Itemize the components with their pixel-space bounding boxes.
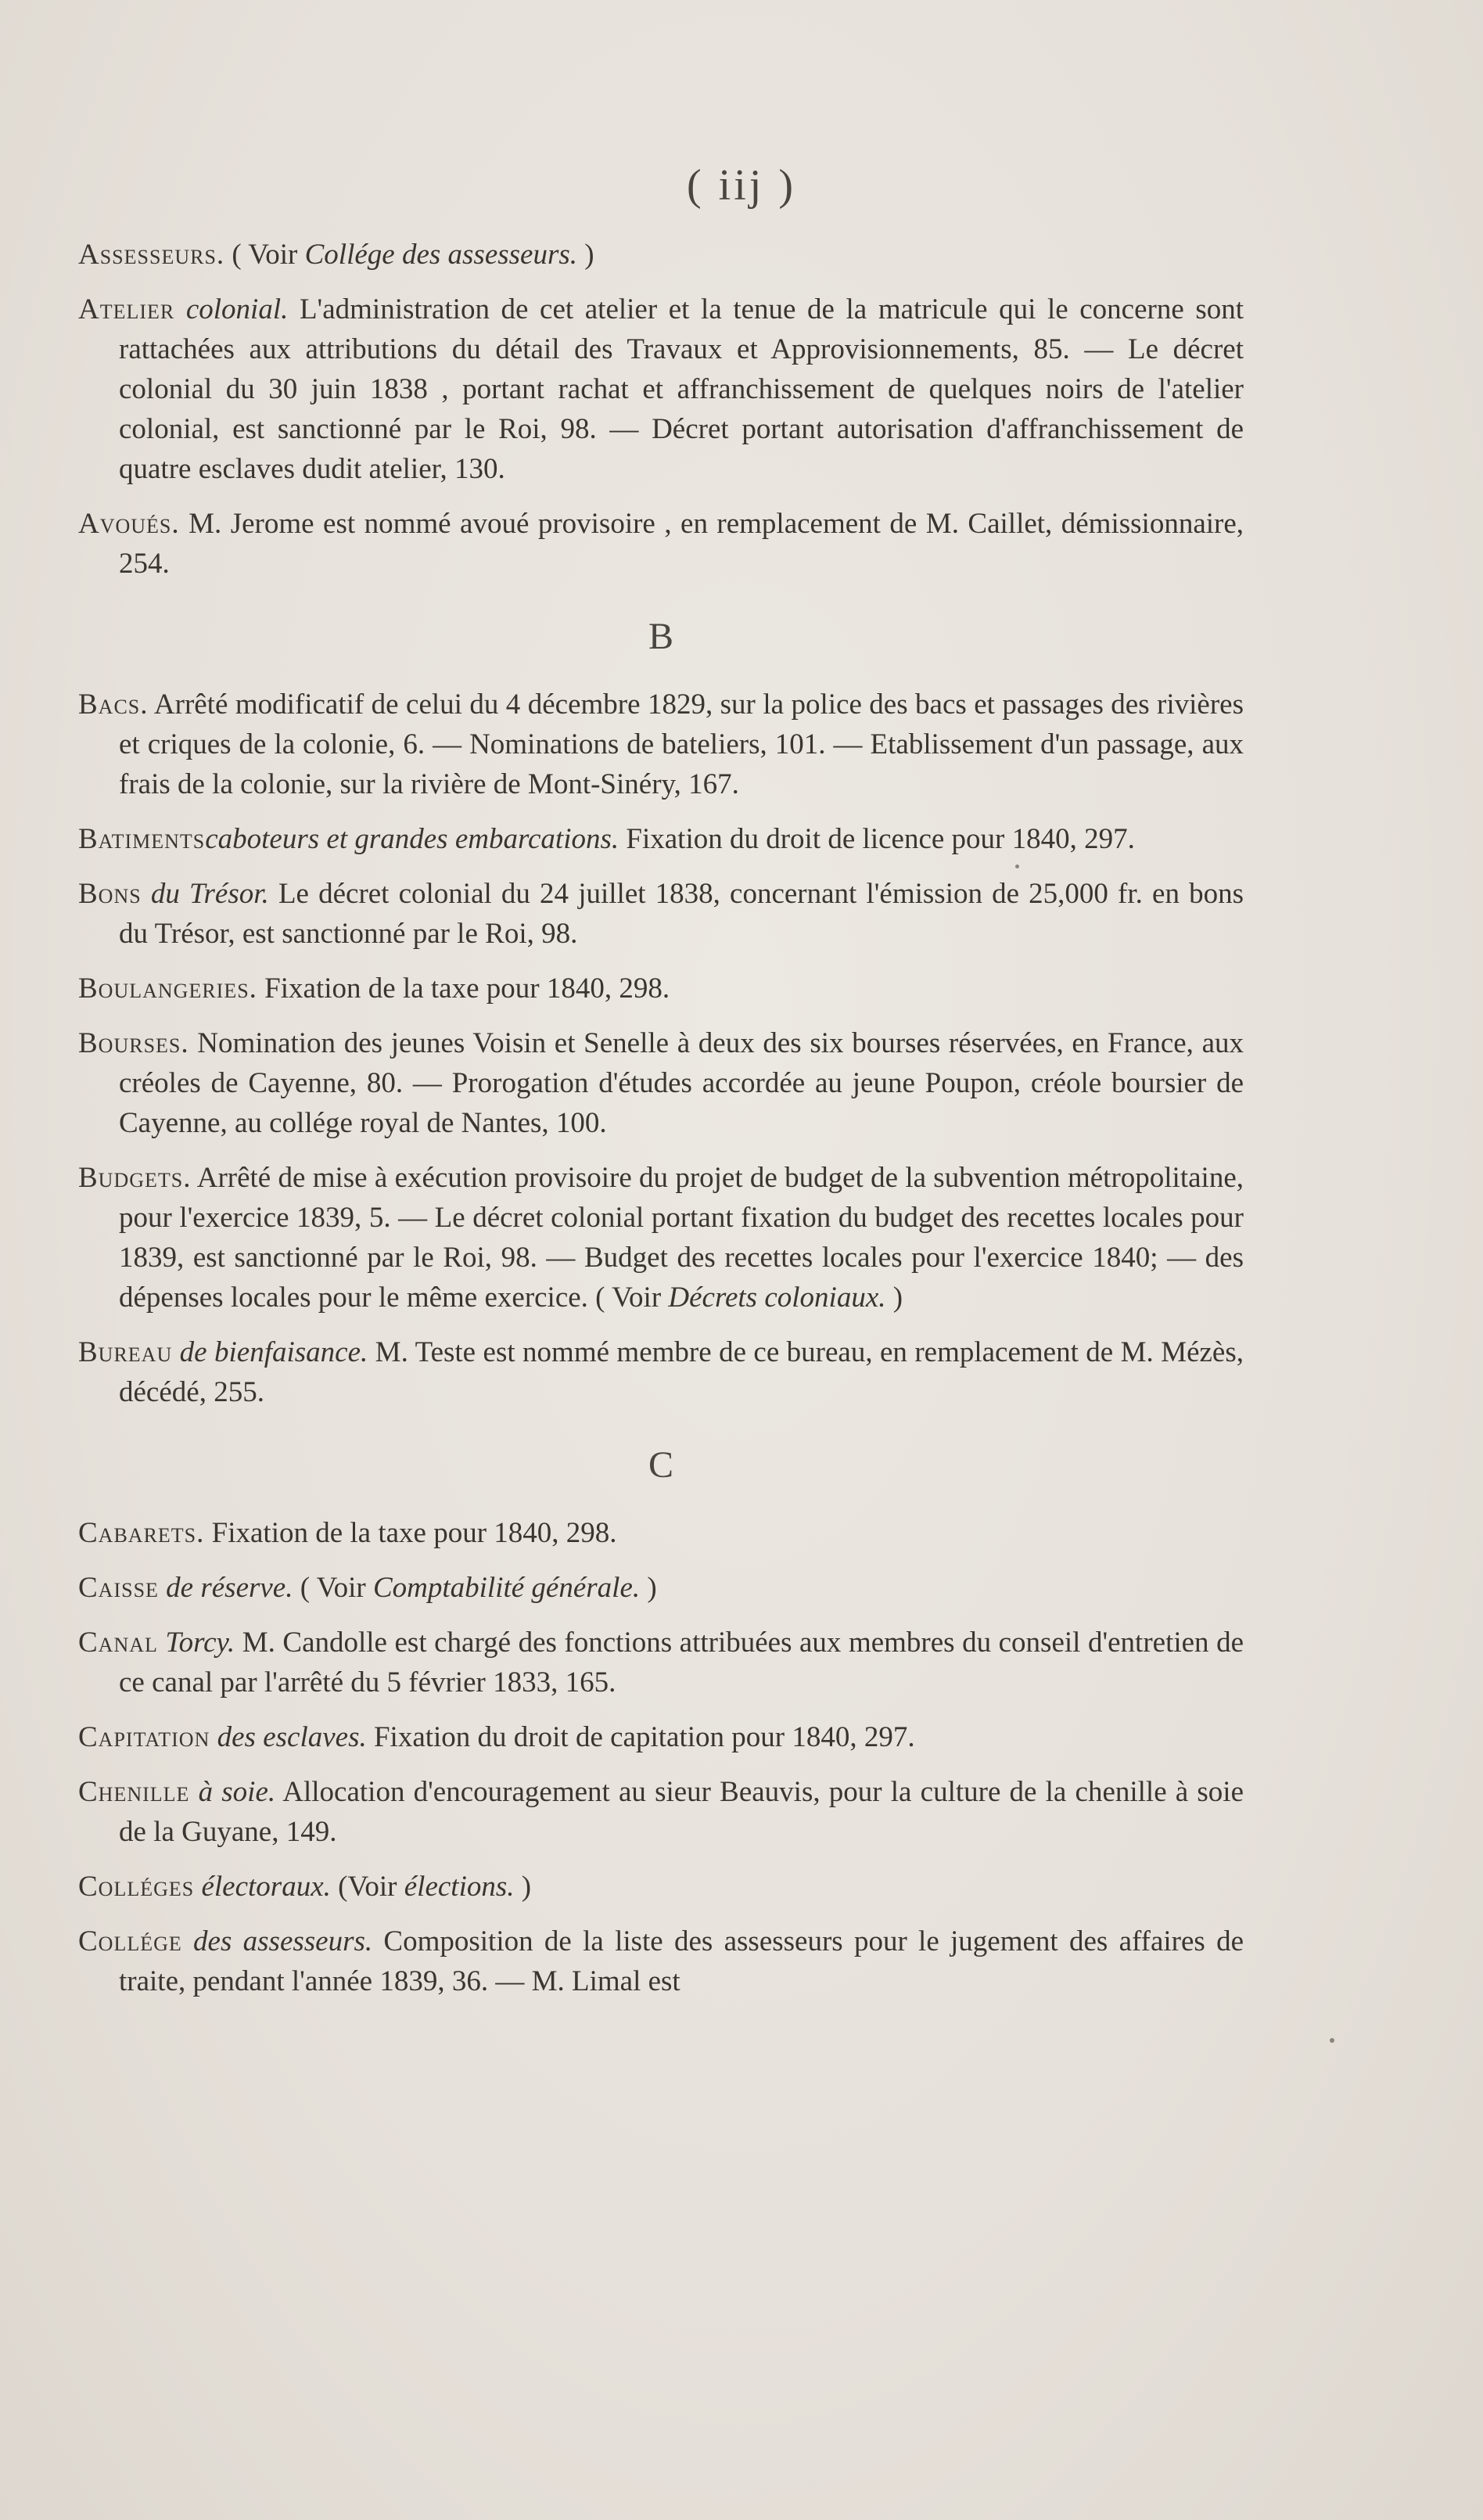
- entry-text: ( Voir: [232, 239, 305, 271]
- entry-head: Bourses.: [78, 1027, 189, 1059]
- index-entry: [78, 1568, 1244, 1608]
- entry-text: M. Candolle est chargé des fonctions attribuées aux membres du conseil d'entretien de ce canal par l'arrêté du 5 février 1833, 165.: [119, 1627, 1244, 1699]
- entry-after: ): [640, 1572, 657, 1604]
- entry-head: Capitation: [78, 1721, 210, 1753]
- entry-subhead: caboteurs et grandes embarcations.: [205, 823, 619, 855]
- entry-head: Collége: [78, 1925, 182, 1957]
- entry-subhead: du Trésor.: [150, 878, 269, 910]
- entry-text: Fixation du droit de licence pour 1840, 297.: [626, 823, 1135, 855]
- entry-head: Atelier: [78, 293, 175, 325]
- entry-reference: Décrets coloniaux.: [668, 1282, 886, 1314]
- entry-head: Cabarets.: [78, 1517, 205, 1549]
- entry-text: Allocation d'encouragement au sieur Beauvis, pour la culture de la chenille à soie de la Guyane, 149.: [119, 1776, 1244, 1848]
- index-content: [78, 235, 1244, 2016]
- entry-text: Fixation du droit de capitation pour 1840, 297.: [373, 1721, 915, 1753]
- entry-reference: élections.: [404, 1871, 515, 1903]
- entry-text: Nomination des jeunes Voisin et Senelle à deux des six bourses réservées, en France, aux créoles de Cayenne, 80. — Prorogation d'études accordée au jeune Poupon, créole boursier de Cayenne, au collége royal de Nantes, 100.: [119, 1027, 1244, 1139]
- entry-text: M. Teste est nommé membre de ce bureau, en remplacement de M. Mézès, décédé, 255.: [119, 1336, 1244, 1408]
- stray-ink-mark: [1015, 865, 1019, 868]
- index-entry: [78, 1158, 1244, 1318]
- entry-text: Composition de la liste des assesseurs pour le jugement des affaires de traite, pendant l'année 1839, 36. — M. Limal est: [119, 1925, 1244, 1997]
- entry-head: Bons: [78, 878, 142, 910]
- index-entry: [78, 1717, 1244, 1757]
- entry-text: Le décret colonial du 24 juillet 1838, concernant l'émission de 25,000 fr. en bons du Trésor, est sanctionné par le Roi, 98.: [119, 878, 1244, 950]
- section-letter-b: B: [648, 616, 673, 657]
- index-entry: [78, 1513, 1244, 1553]
- entry-subhead: de réserve.: [166, 1572, 293, 1604]
- entry-subhead: Torcy.: [165, 1627, 235, 1659]
- index-entry: [78, 1772, 1244, 1852]
- entry-subhead: à soie.: [198, 1776, 276, 1808]
- entry-subhead: de bienfaisance.: [179, 1336, 368, 1368]
- index-entry: [78, 235, 1244, 275]
- entry-subhead: électoraux.: [201, 1871, 331, 1903]
- entry-subhead: colonial.: [185, 293, 289, 325]
- entry-head: Chenille: [78, 1776, 190, 1808]
- index-entry: [78, 504, 1244, 584]
- entry-head: Bacs.: [78, 688, 149, 721]
- entry-reference: Collége des assesseurs.: [304, 239, 578, 271]
- entry-subhead: des assesseurs.: [193, 1925, 373, 1957]
- entry-reference: Comptabilité générale.: [372, 1572, 641, 1604]
- entry-text: (Voir: [338, 1871, 404, 1903]
- index-entry: [78, 874, 1244, 954]
- entry-text: ( Voir: [300, 1572, 373, 1604]
- entry-head: Colléges: [78, 1871, 195, 1903]
- entry-head: Caisse: [78, 1572, 159, 1604]
- index-entry: [78, 289, 1244, 489]
- entry-text: Fixation de la taxe pour 1840, 298.: [211, 1517, 617, 1549]
- index-entry: [78, 969, 1244, 1008]
- index-entry: [78, 819, 1244, 859]
- index-entry: [78, 685, 1244, 804]
- entry-text: Fixation de la taxe pour 1840, 298.: [264, 972, 670, 1005]
- entry-head: Assesseurs.: [78, 239, 225, 271]
- entry-head: Canal: [78, 1627, 158, 1659]
- entry-text: Arrêté modificatif de celui du 4 décembre 1829, sur la police des bacs et passages des rivières et criques de la colonie, 6. — Nominations de bateliers, 101. — Etablissement d'un passage, aux frais de la colonie, sur la rivière de Mont-Sinéry, 167.: [119, 688, 1244, 800]
- stray-ink-mark: [1330, 2038, 1334, 2043]
- index-entry: [78, 1023, 1244, 1143]
- entry-head: Boulangeries.: [78, 972, 257, 1005]
- index-entry: [78, 1921, 1244, 2001]
- index-entry: [78, 1623, 1244, 1702]
- entry-after: ): [885, 1282, 903, 1314]
- entry-head: Avoués.: [78, 508, 180, 540]
- entry-head: Batiments: [78, 823, 206, 855]
- index-entry: [78, 1867, 1244, 1907]
- page-header: ( iij ): [687, 161, 796, 210]
- entry-head: Bureau: [78, 1336, 173, 1368]
- entry-text: M. Jerome est nommé avoué provisoire , en remplacement de M. Caillet, démissionnaire, 254.: [119, 508, 1244, 580]
- entry-text: Arrêté de mise à exécution provisoire du projet de budget de la subvention métropolitaine, pour l'exercice 1839, 5. — Le décret colonial portant fixation du budget des recettes locales pour 1839, est sanctionné par le Roi, 98. — Budget des recettes locales pour l'exercice 1840; — des dépenses locales pour le même exercice. ( Voir: [119, 1162, 1244, 1314]
- section-letter-c: C: [648, 1444, 673, 1486]
- index-entry: [78, 1332, 1244, 1412]
- entry-after: ): [514, 1871, 532, 1903]
- entry-head: Budgets.: [78, 1162, 192, 1194]
- entry-subhead: des esclaves.: [217, 1721, 367, 1753]
- entry-after: ): [577, 239, 594, 271]
- entry-text: L'administration de cet atelier et la tenue de la matricule qui le concerne sont rattachées aux attributions du détail des Travaux et Approvisionnements, 85. — Le décret colonial du 30 juin 1838 , portant rachat et affranchissement de quelques noirs de l'atelier colonial, est sanctionné par le Roi, 98. — Décret portant autorisation d'affranchissement de quatre esclaves dudit atelier, 130.: [119, 293, 1244, 485]
